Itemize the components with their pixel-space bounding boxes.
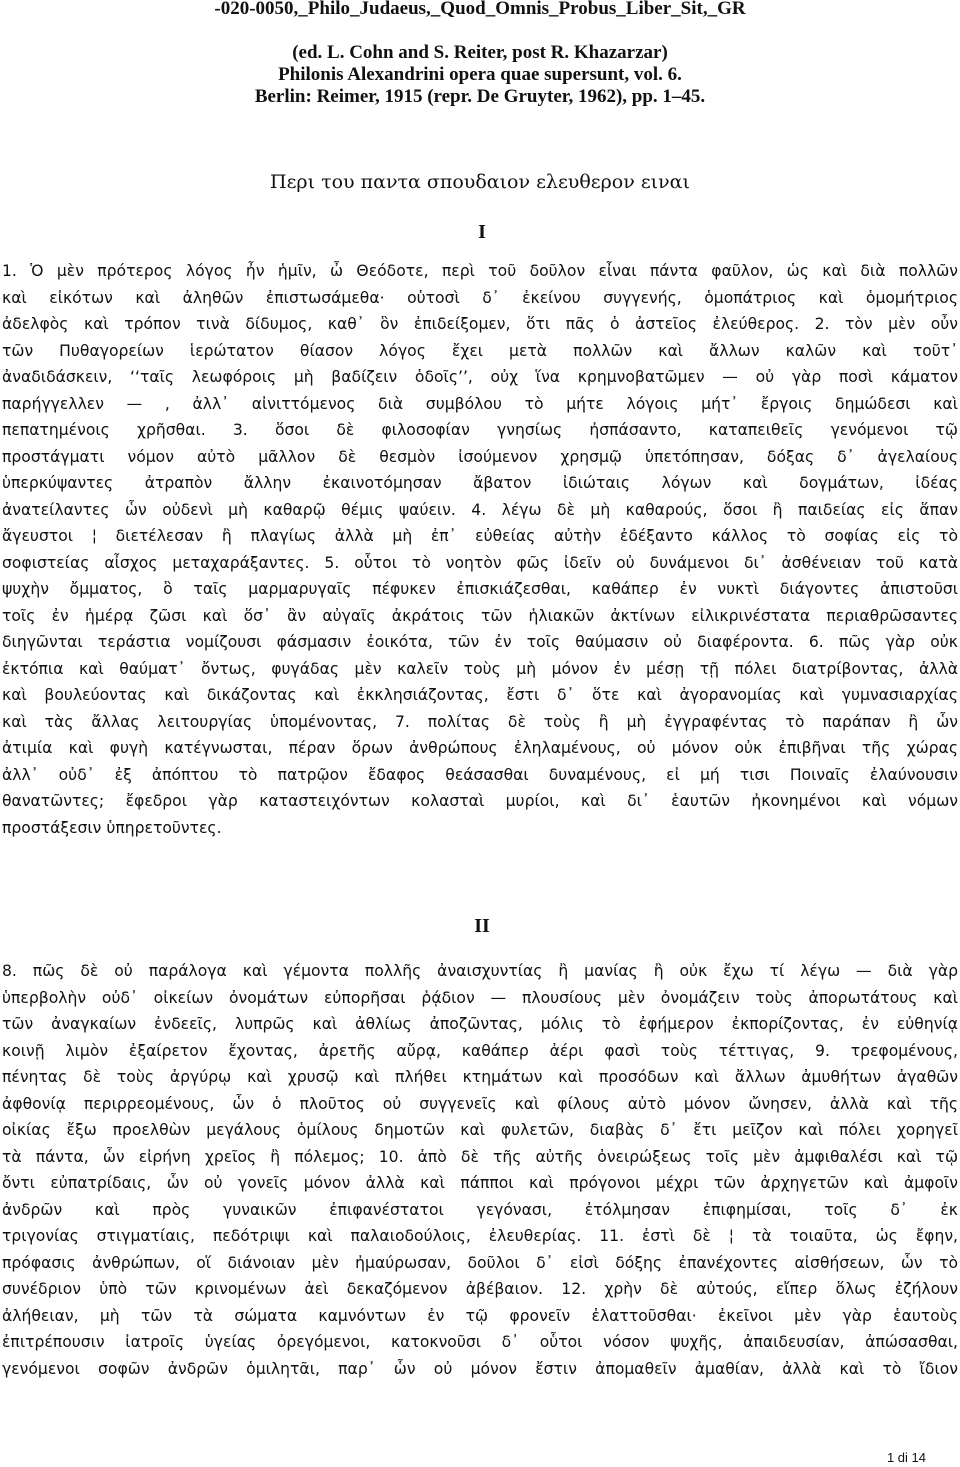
text-line: σοφιστείας αἶσχος μεταχαράξαντες. 5. οὗτοι τὸ νοητὸν φῶς ἰδεῖν οὐ δυνάμενοι δι᾽ ἀσθένειαν τοῦ κατὰ <box>2 553 958 572</box>
text-line: τριγονίας στιγματίαις, πεδότριψι καὶ παλαιοδούλοις, ἐλευθερίας. 11. ἐστὶ δὲ ¦ τὰ τοιαῦτα, ὡς ἔφην, <box>2 1227 958 1245</box>
text-line: 1. Ὁ μὲν πρότερος λόγος ἦν ἡμῖν, ὦ Θεόδοτε, περὶ τοῦ δοῦλον εἶναι πάντα φαῦλον, ὡς καὶ διὰ πολλῶν <box>2 262 958 280</box>
text-line: γενόμενοι σοφῶν ἀνδρῶν ὁμιλητᾶι, παρ᾽ ὧν οὐ μόνον ἔστιν ἀπομαθεῖν ἀμαθίαν, ἀλλὰ καὶ τὸ ἴδιον <box>2 1359 958 1378</box>
text-line: ὄντι εὐπατρίδαις, ὧν οὐ γονεῖς μόνον ἀλλὰ καὶ πάπποι καὶ πρόγονοι μέχρι τῶν ἀρχηγετῶν καὶ ἀμφοῖν <box>2 1174 958 1192</box>
text-line: προστάγματι νόμον αὐτὸ μᾶλλον δὲ θεσμὸν ἰσούμενον χρησμῷ ὑπετόπησαν, δόξας δ᾽ ἀγελαίους <box>2 447 958 466</box>
text-line: ἀνατείλαντες ὧν οὐδενὶ μὴ καθαρῷ θέμις ψαύειν. 4. λέγω δὲ μὴ καθαρούς, ὅσοι ἢ παιδείας εἰς ἅπαν <box>2 500 958 519</box>
text-line: καὶ τὰς ἄλλας λειτουργίας ὑπομένοντας, 7. πολίτας δὲ τοὺς ἢ μὴ ἐγγραφέντας τὸ παράπαν ἢ ὧν <box>2 712 958 731</box>
text-line: συνέδριον ὑπὸ τῶν κρινομένων ἀεὶ δεκαζόμενον ἀβέβαιον. 12. χρὴν δὲ αὐτούς, εἴπερ ὅλως ἐζήλουν <box>2 1280 958 1298</box>
section-2-text <box>2 958 958 1382</box>
text-line: ὑπερβολὴν οὐδ᾽ οἰκείων ὀνομάτων εὐπορῆσαι ῥᾴδιον — πλουσίους μὲν ὀνομάζειν τοὺς ἀπορωτάτους καὶ <box>2 988 958 1007</box>
text-line: ὑπερκύψαντες ἀτραπὸν ἄλλην ἐκαινοτόμησαν ἄβατον ἰδιώταις λόγων καὶ δογμάτων, ἰδέας <box>2 474 958 492</box>
text-line: παρήγγελλεν — , ἀλλ᾽ αἰνιττόμενος διὰ συμβόλου τὸ μήτε λόγοις μήτ᾽ ἔργοις δημώδεσι καὶ <box>2 394 958 413</box>
text-line: θανατῶντες; ἔφεδροι γὰρ καταστειχόντων κολασταὶ μυρίοι, καὶ δι᾽ ἑαυτῶν ἠκονημένοι καὶ νόμων <box>2 792 958 810</box>
text-line: ἐκτόπια καὶ θαύματ᾽ ὄντως, φυγάδας μὲν καλεῖν τοὺς μὴ μόνον ἐν μέσῃ τῇ πόλει διατρίβοντας, ἀλλὰ <box>2 659 958 678</box>
text-line: τῶν Πυθαγορείων ἱερώτατον θίασον λόγος ἔχει μετὰ πολλῶν καὶ ἄλλων καλῶν καὶ τοῦτ᾽ <box>2 341 958 360</box>
text-line: διηγῶνται τεράστια νομίζουσι φάσμασιν ἐοικότα, τῶν ἐν τοῖς θαύμασιν οὐ διαφέροντα. 6. πῶς γὰρ οὐκ <box>2 633 958 651</box>
text-line: πεπατημένοις χρῆσθαι. 3. ὅσοι δὲ φιλοσοφίαν γνησίως ἠσπάσαντο, καταπειθεῖς γενόμενοι τῷ <box>2 421 958 439</box>
text-line: οἰκίας ἔξω προελθὼν μεγάλους ὁμίλους δημοτῶν καὶ φυλετῶν, διαβὰς δ᾽ ἔτι μεῖζον καὶ πόλει χορηγεῖ <box>2 1121 958 1139</box>
section-numeral: II <box>474 915 490 937</box>
text-line: καὶ βουλεύοντας καὶ δικάζοντας καὶ ἐκκλησιάζοντας, ἔστι δ᾽ ὅτε καὶ ἀγορανομίας καὶ γυμνασιαρχίας <box>2 686 958 704</box>
text-line: ἀτιμία καὶ φυγὴ κατέγνωσται, πέραν ὅρων ἀνθρώπους ἐληλαμένους, οὐ μόνον οὐκ ἐπιβῆναι τῆς χώρας <box>2 739 958 757</box>
text-line: ἀναδιδάσκειν, ‘‘ταῖς λεωφόροις μὴ βαδίζειν ὁδοῖς’’, οὐχ ἵνα κρημνοβατῶμεν — οὐ γὰρ ποσὶ κάματον <box>2 368 958 386</box>
text-line: ἄγευστοι ¦ διετέλεσαν ἢ πλαγίως ἀλλὰ μὴ ἐπ᾽ εὐθείας αὐτὴν ἐδέξαντο κάλλος τὸ σοφίας εἰς τὸ <box>2 527 958 545</box>
section-1-text <box>2 258 958 841</box>
text-line: ψυχὴν ὄμματος, ὃ ταῖς μαρμαρυγαῖς πέφυκεν ἐπισκιάζεσθαι, καθάπερ ἐν νυκτὶ διάγοντες ἀπιστοῦσι <box>2 580 958 598</box>
edition-line: Philonis Alexandrini opera quae supersunt, vol. 6. <box>278 64 682 85</box>
text-line: τῶν ἀναγκαίων ἐνδεεῖς, λυπρῶς καὶ ἀθλίως ἀποζῶντας, μόλις τὸ ἐφήμερον ἐκπορίζοντας, ἐν εὐθηνίᾳ <box>2 1015 958 1033</box>
text-line: ἀφθονίᾳ περιρρεομένους, ὧν ὁ πλοῦτος οὐ συγγενεῖς καὶ φίλους αὐτὸ μόνον ὤνησεν, ἀλλὰ καὶ τῆς <box>2 1094 958 1113</box>
section-numeral: I <box>478 221 486 243</box>
text-line: ἀλήθειαν, μὴ τῶν τὰ σώματα καμνόντων ἐν τῷ φρονεῖν ἐλαττοῦσθαι· ἐκεῖνοι μὲν γὰρ ἑαυτοὺς <box>2 1306 958 1325</box>
work-title: Περι του παντα σπουδαιον ελευθερον ειναι <box>270 171 690 193</box>
page-number: 1 di 14 <box>886 1450 926 1465</box>
edition-line: (ed. L. Cohn and S. Reiter, post R. Khazarzar) <box>292 42 668 63</box>
document-id: -020-0050,_Philo_Judaeus,_Quod_Omnis_Probus_Liber_Sit,_GR <box>214 0 746 19</box>
text-line: ἀδελφὸς καὶ τρόπον τινὰ δίδυμος, καθ᾽ ὃν ἐπιδείξομεν, ὅτι πᾶς ὁ ἀστεῖος ἐλεύθερος. 2. τὸν μὲν οὖν <box>2 315 958 333</box>
text-line: ἐπιτρέπουσιν ἰατροῖς ὑγείας ὀρεγόμενοι, κατοκνοῦσι δ᾽ οὗτοι νόσον ψυχῆς, ἀπαιδευσίαν, ἀπώσασθαι, <box>2 1333 958 1351</box>
text-line: πένητας δὲ τοὺς ἀργύρῳ καὶ χρυσῷ καὶ πλήθει κτημάτων καὶ προσόδων καὶ ἄλλων ἀμυθήτων ἀγαθῶν <box>2 1068 958 1086</box>
text-line: ἀνδρῶν καὶ πρὸς γυναικῶν ἐπιφανέστατοι γεγόνασι, ἐτόλμησαν ἐπιφημίσαι, τοῖς δ᾽ ἐκ <box>2 1200 958 1219</box>
text-line: πρόφασις ἀνθρώπων, οἵ διάνοιαν μὲν ἠμαύρωσαν, δοῦλοι δ᾽ εἰσὶ δόξης ἐπανέχοντες αἰσθήσεων, ὧν τὸ <box>2 1253 958 1272</box>
text-line: κοινῇ λιμὸν ἐξαίρετον ἔχοντας, ἀρετῆς αὔρᾳ, καθάπερ ἀέρι φασὶ τοὺς τέττιγας, 9. τρεφομένους, <box>2 1041 958 1060</box>
text-line: 8. πῶς δὲ οὐ παράλογα καὶ γέμοντα πολλῆς ἀναισχυντίας ἢ μανίας ἢ οὐκ ἔχω τί λέγω — διὰ γὰρ <box>2 962 958 980</box>
text-line: προστάξεσιν ὑπηρετοῦντες. <box>2 818 222 837</box>
text-line: ἀλλ᾽ οὐδ᾽ ἐξ ἀπόπτου τὸ πατρῷον ἔδαφος θεάσασθαι δυναμένους, εἰ μή τισι Ποιναῖς ἐλαύνουσιν <box>2 765 958 784</box>
text-line: τοῖς ἐν ἡμέρᾳ ζῶσι καὶ ὅσ᾽ ἂν αὐγαῖς ἀκράτοις τῶν ἡλιακῶν ἀκτίνων εἰλικρινέστατα περιαθρῶσαντες <box>2 606 958 625</box>
edition-info <box>0 42 960 108</box>
text-line: καὶ εἰκότων καὶ ἀληθῶν ἐπιστωσάμεθα· οὑτοσὶ δ᾽ ἐκείνου συγγενής, ὁμοπάτριος καὶ ὁμομήτριος <box>2 288 958 307</box>
edition-line: Berlin: Reimer, 1915 (repr. De Gruyter, 1962), pp. 1–45. <box>254 86 706 107</box>
text-line: τὰ πάντα, ὧν εἰρήνη χρεῖος ἢ πόλεμος; 10. ἀπὸ δὲ τῆς αὐτῆς ὀνειρώξεως τοῖς μὲν ἀμφιθαλέσι καὶ τῷ <box>2 1147 958 1166</box>
